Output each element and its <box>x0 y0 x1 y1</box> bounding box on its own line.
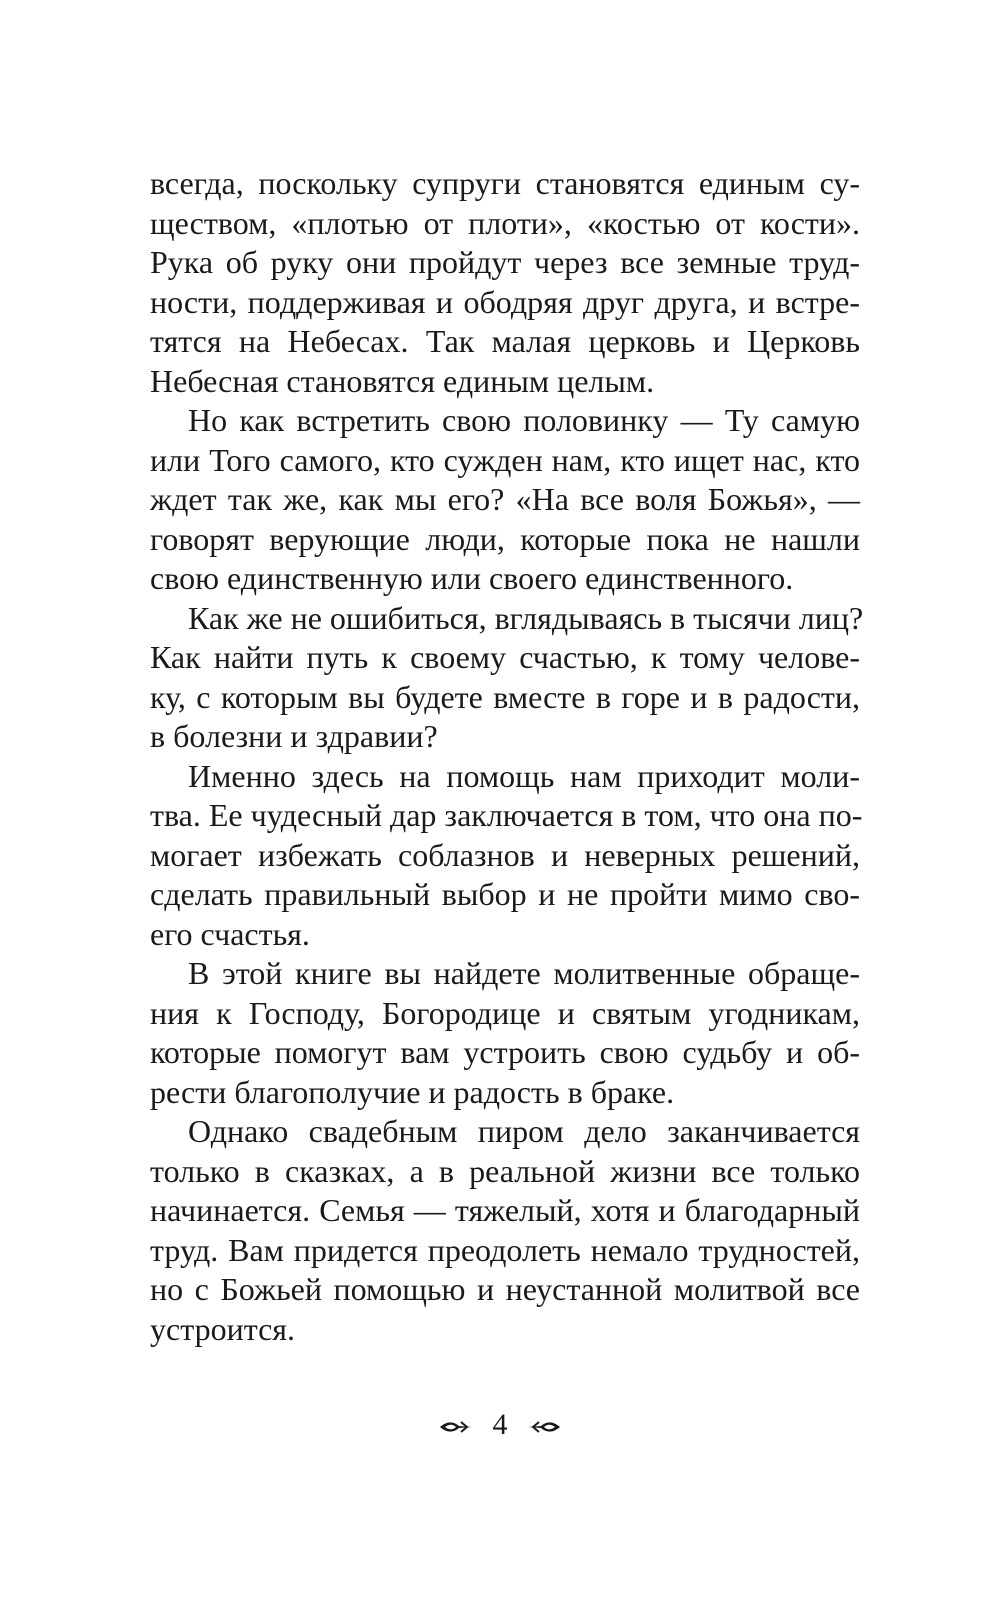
text-line: В этой книге вы найдете молитвенные обраще- <box>188 955 860 991</box>
paragraph <box>150 599 864 757</box>
paragraph <box>150 954 860 1112</box>
text-line: Однако свадебным пиром дело заканчивается <box>188 1113 860 1149</box>
text-line: ния к Господу, Богородице и святым угодникам, <box>150 994 860 1031</box>
text-line: ществом, «плотью от плоти», «костью от кости». <box>150 204 860 241</box>
text-line: Как же не ошибиться, вглядываясь в тысячи лиц? <box>188 599 864 636</box>
text-line: ку, с которым вы будете вместе в горе и в радости, <box>150 678 860 715</box>
text-line: Именно здесь на помощь нам приходит моли- <box>188 757 860 794</box>
paragraph <box>150 401 860 599</box>
text-line: говорят верующие люди, которые пока не нашли <box>150 520 860 557</box>
text-line: тва. Ее чудесный дар заключается в том, что она по- <box>150 797 863 833</box>
text-line: Но как встретить свою половинку — Ту самую <box>188 402 860 438</box>
paragraph <box>150 164 860 401</box>
page-body <box>150 164 864 1349</box>
text-line: которые помогут вам устроить свою судьбу и об- <box>150 1034 860 1070</box>
page-footer <box>0 1405 1000 1445</box>
text-line: могает избежать соблазнов и неверных решений, <box>150 836 860 873</box>
text-line: Небесная становятся единым целым. <box>150 362 655 399</box>
text-line: ждет так же, как мы его? «На все воля Божья», — <box>150 481 860 517</box>
text-line: только в сказках, а в реальной жизни все только <box>150 1152 860 1189</box>
paragraph <box>150 757 863 955</box>
fleuron-left-icon <box>439 1419 473 1435</box>
text-line: рести благополучие и радость в браке. <box>150 1073 675 1110</box>
text-line: в болезни и здравии? <box>150 718 438 754</box>
text-line: труд. Вам придется преодолеть немало трудностей, <box>150 1231 860 1268</box>
text-line: Рука об руку они пройдут через все земные труд- <box>150 244 860 280</box>
text-line: Как найти путь к своему счастью, к тому челове- <box>150 639 860 675</box>
text-line: его счастья. <box>150 915 310 952</box>
text-line: всегда, поскольку супруги становятся единым су- <box>150 165 860 201</box>
paragraph <box>150 1112 860 1349</box>
text-line: устроится. <box>150 1310 295 1347</box>
text-line: свою единственную или своего единственного. <box>150 560 794 596</box>
text-line: но с Божьей помощью и неустанной молитвой все <box>150 1271 860 1307</box>
text-line: сделать правильный выбор и не пройти мимо сво- <box>150 876 860 912</box>
fleuron-right-icon <box>527 1419 561 1435</box>
text-line: тятся на Небесах. Так малая церковь и Церковь <box>150 323 860 359</box>
text-line: ности, поддерживая и ободряя друг друга, и встре- <box>150 283 860 320</box>
page-number: 4 <box>492 1408 508 1441</box>
text-line: начинается. Семья — тяжелый, хотя и благодарный <box>150 1192 860 1228</box>
text-line: или Того самого, кто сужден нам, кто ищет нас, кто <box>150 441 860 478</box>
